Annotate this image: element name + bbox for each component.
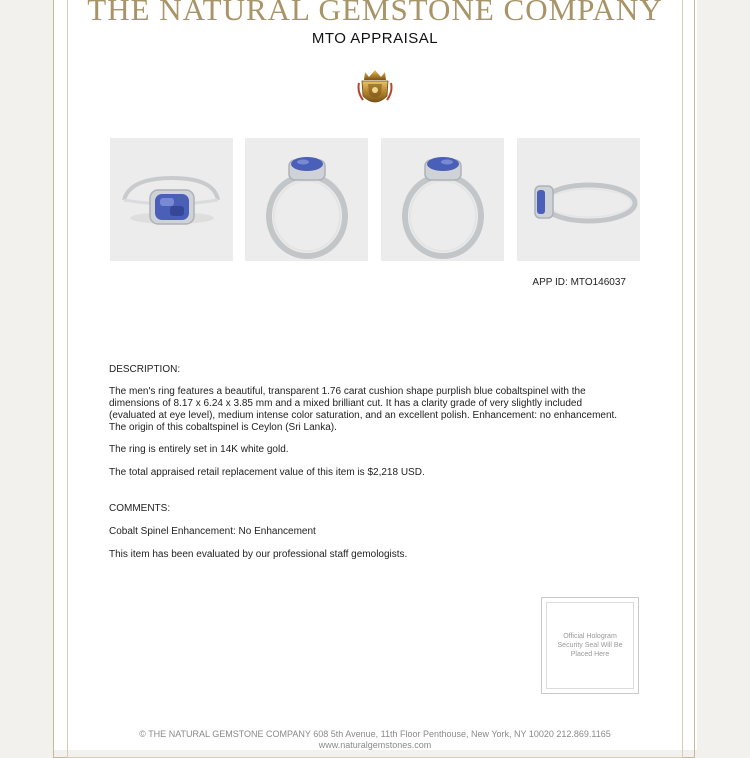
- hologram-seal-placeholder: [541, 597, 639, 694]
- metal-paragraph: The ring is entirely set in 14K white gold.: [109, 444, 289, 455]
- evaluation-comment: This item has been evaluated by our professional staff gemologists.: [109, 549, 408, 560]
- enhancement-comment: Cobalt Spinel Enhancement: No Enhancement: [109, 526, 316, 537]
- seal-text: Official Hologram Security Seal Will Be Placed Here: [557, 633, 623, 658]
- footer-website[interactable]: www.naturalgemstones.com: [318, 740, 432, 750]
- document-title: MTO APPRAISAL: [311, 30, 439, 47]
- gold-crest-icon: [356, 68, 394, 110]
- description-label: DESCRIPTION:: [109, 364, 181, 375]
- ring-photo-side-left: [245, 138, 368, 261]
- value-paragraph: The total appraised retail replacement value of this item is $2,218 USD.: [109, 467, 425, 478]
- ring-photo-side-right: [381, 138, 504, 261]
- ring-photo-front: [110, 138, 233, 261]
- description-paragraph: The men's ring features a beautiful, transparent 1.76 carat cushion shape purplish blue cobaltspinel with the dimensions of 8.17 x 6.24 x 3.85 mm and a mixed brilliant cut. It has a clarity grade of very slightly included (evaluated at eye level), medium intense color saturation, and an excellent polish. Enhancement: no enhancement. The origin of this cobaltspinel is Ceylon (Sri Lanka).: [109, 386, 618, 433]
- footer-address: © THE NATURAL GEMSTONE COMPANY 608 5th Avenue, 11th Floor Penthouse, New York, NY 10020 212.869.1165: [139, 729, 611, 739]
- app-id: APP ID: MTO146037: [532, 277, 626, 288]
- company-name: THE NATURAL GEMSTONE COMPANY: [87, 0, 663, 27]
- footer: [0, 729, 750, 751]
- comments-label: COMMENTS:: [109, 503, 171, 514]
- ring-photo-profile: [517, 138, 640, 261]
- seal-inner-frame: [546, 602, 634, 689]
